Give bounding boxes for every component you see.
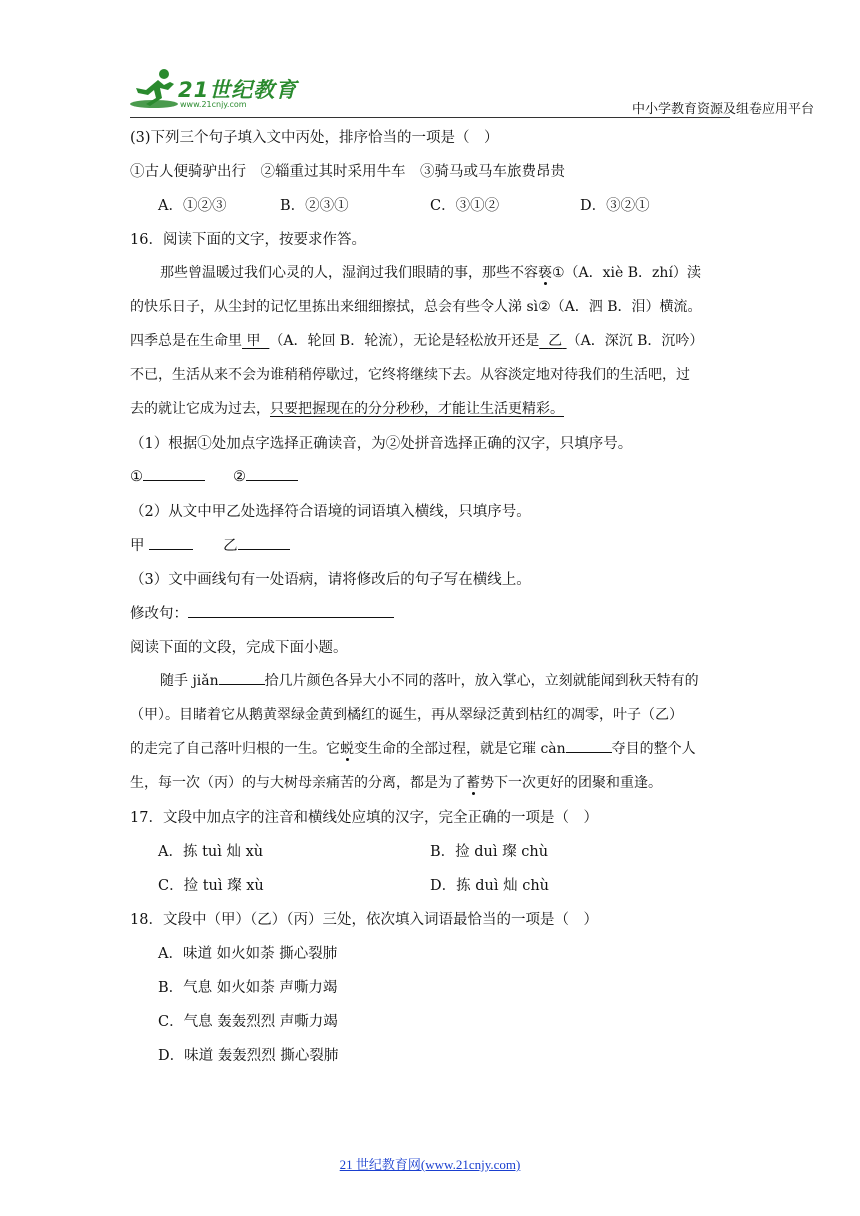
- reading-l4b: 势下一次更好的团聚和重逢。: [480, 775, 662, 791]
- q15-3-stem: (3)下列三个句子填入文中丙处，排序恰当的一项是（ ）: [130, 130, 499, 146]
- q16-p3b: （A．轮回 B．轮流），无论是轻松放开还是: [269, 333, 540, 349]
- q16-sub2-answer-jia[interactable]: [149, 535, 193, 550]
- reading-l3a: 的走完了自己落叶归根的一生。它: [130, 741, 340, 757]
- q16-passage-line-4: 不已，生活从来不会为谁稍稍停歇过，它终将继续下去。从容淡定地对待我们的生活吧，过: [130, 367, 690, 383]
- q16-underlined-sentence: 只要把握现在的分分秒秒，才能让生活更精彩。: [270, 401, 564, 417]
- q16-blank-yi: 乙: [548, 333, 563, 349]
- q16-sub3-answer[interactable]: [188, 603, 394, 618]
- reading-l3b: 变生命的全部过程，就是它璀 càn: [354, 741, 566, 757]
- reading-dotted-char-tui: 蜕: [340, 741, 354, 757]
- q16-sub2-answer-yi[interactable]: [238, 535, 290, 550]
- reading-intro: 阅读下面的文段，完成下面小题。: [130, 640, 348, 656]
- q16-sub2-answers: [130, 534, 290, 555]
- q16-sub2-label-yi: 乙: [223, 538, 238, 554]
- q16-sub1: （1）根据①处加点字选择正确读音，为②处拼音选择正确的汉字，只填序号。: [130, 436, 633, 452]
- q15-3-items: ①古人便骑驴出行 ②辎重过其时采用牛车 ③骑马或马车旅费昂贵: [130, 164, 565, 180]
- q18-option-c[interactable]: C．气息 轰轰烈烈 声嘶力竭: [158, 1014, 338, 1030]
- header-divider: [130, 117, 730, 118]
- logo-text: 21世纪教育: [178, 78, 298, 102]
- reading-blank-can[interactable]: [566, 738, 612, 753]
- q16-p3a: 四季总是在生命里: [130, 333, 242, 349]
- footer-link[interactable]: 21 世纪教育网(www.21cnjy.com): [339, 1157, 521, 1172]
- q15-3-option-b[interactable]: B．②③①: [280, 198, 349, 214]
- q16-blank-jia: 甲: [246, 333, 261, 349]
- q16-sub1-answer-2[interactable]: [246, 466, 298, 481]
- q15-3-option-c[interactable]: C．③①②: [430, 198, 500, 214]
- q16-sub1-answers: [130, 466, 298, 485]
- q16-dotted-char-1: 亵: [538, 265, 552, 281]
- q16-title: 16．阅读下面的文字，按要求作答。: [130, 232, 366, 248]
- q16-p5a: 去的就让它成为过去，: [130, 401, 270, 417]
- reading-line-3: [130, 738, 696, 758]
- reading-l4a: 生，每一次（丙）的与大树母亲痛苦的分离，都是为了: [130, 775, 466, 791]
- q18-option-b[interactable]: B．气息 如火如荼 声嘶力竭: [158, 980, 338, 996]
- q18-option-d[interactable]: D．味道 轰轰烈烈 撕心裂肺: [158, 1048, 339, 1064]
- q16-passage-line-2: 的快乐日子，从尘封的记忆里拣出来细细擦拭，总会有些令人涕 sì②（A．泗 B．泪）横流。: [130, 299, 702, 315]
- q16-p1b: ①（A．xiè B．zhí）渎: [552, 265, 701, 281]
- reading-l1a: 随手 jiǎn: [160, 673, 219, 689]
- q16-passage-line-1: [160, 262, 701, 282]
- q17-option-b[interactable]: B．捡 duì 璨 chù: [430, 844, 549, 860]
- q17-stem: 17．文段中加点字的注音和横线处应填的汉字，完全正确的一项是（ ）: [130, 810, 598, 826]
- q18-option-a[interactable]: A．味道 如火如荼 撕心裂肺: [158, 946, 338, 962]
- reading-blank-jian[interactable]: [219, 670, 265, 685]
- q16-sub1-label-1: ①: [130, 469, 143, 485]
- logo-url: www.21cnjy.com: [180, 100, 247, 109]
- reading-line-2: （甲）。目睹着它从鹅黄翠绿金黄到橘红的诞生，再从翠绿泛黄到枯红的凋零，叶子（乙）: [130, 707, 683, 723]
- q16-sub1-answer-1[interactable]: [143, 466, 205, 481]
- reading-l3c: 夺目的整个人: [611, 741, 696, 757]
- q16-p3c: （A．深沉 B．沉吟）: [566, 333, 704, 349]
- reading-line-4: [130, 772, 662, 792]
- q16-p1a: 那些曾温暖过我们心灵的人，湿润过我们眼睛的事，那些不容: [160, 265, 538, 281]
- q16-sub3-label: 修改句：: [130, 606, 188, 622]
- q17-option-d[interactable]: D．拣 duì 灿 chù: [430, 878, 550, 894]
- reading-dotted-char-xu: 蓄: [466, 775, 480, 791]
- q16-sub3-answer-row: [130, 602, 394, 623]
- q16-passage-line-5: [130, 398, 564, 418]
- q16-passage-line-3: [130, 330, 703, 350]
- q18-stem: 18．文段中（甲）（乙）（丙）三处，依次填入词语最恰当的一项是（ ）: [130, 912, 598, 928]
- reading-line-1: [160, 670, 699, 690]
- q17-option-c[interactable]: C．捡 tuì 璨 xù: [158, 878, 264, 894]
- q16-sub2: （2）从文中甲乙处选择符合语境的词语填入横线，只填序号。: [130, 504, 531, 520]
- reading-l1b: 拾几片颜色各异大小不同的落叶，放入掌心，立刻就能闻到秋天特有的: [264, 673, 699, 689]
- q17-option-a[interactable]: A．拣 tuì 灿 xù: [158, 844, 264, 860]
- q16-sub3: （3）文中画线句有一处语病，请将修改后的句子写在横线上。: [130, 572, 531, 588]
- q15-3-option-d[interactable]: D．③②①: [580, 198, 650, 214]
- q16-sub1-label-2: ②: [233, 469, 246, 485]
- platform-name: 中小学教育资源及组卷应用平台: [632, 102, 815, 117]
- q16-sub2-label-jia: 甲: [130, 538, 145, 554]
- q15-3-option-a[interactable]: A．①②③: [158, 198, 227, 214]
